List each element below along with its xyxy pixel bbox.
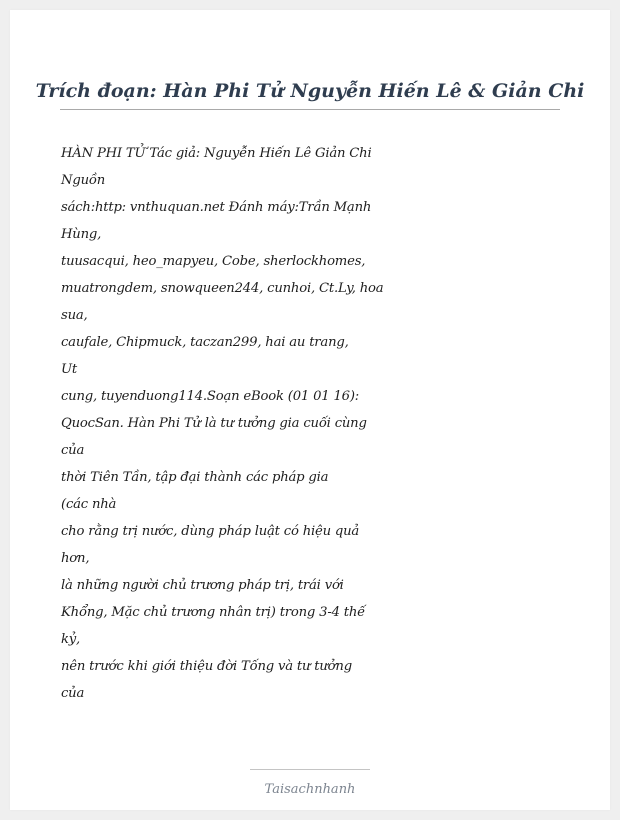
text-line: sách:http: vnthuquan.net Đánh máy:Trần Mạnh <box>61 200 372 215</box>
text-line: Hùng, <box>61 227 102 242</box>
text-line: nên trước khi giới thiệu đời Tống và tư tưởng <box>61 659 352 674</box>
text-line: caufale, Chipmuck, taczan299, hai au trang, <box>61 335 349 350</box>
text-line: QuocSan. Hàn Phi Tử là tư tưởng gia cuối cùng <box>61 416 367 431</box>
text-line: kỷ, <box>61 632 81 647</box>
page-title: Trích đoạn: Hàn Phi Tử Nguyễn Hiến Lê & Giản Chi <box>35 80 585 102</box>
text-line: của <box>61 443 85 458</box>
footer-site-name: Taisachnhanh <box>264 782 356 797</box>
excerpt-body <box>61 140 421 707</box>
text-line: cho rằng trị nước, dùng pháp luật có hiệu quả <box>61 524 360 539</box>
footer-divider <box>250 769 370 770</box>
text-line: Ut <box>61 362 78 377</box>
title-divider <box>60 109 560 110</box>
text-line: Nguồn <box>61 173 106 188</box>
text-line: muatrongdem, snowqueen244, cunhoi, Ct.Ly, hoa <box>61 281 384 296</box>
text-line: tuusacqui, heo_mapyeu, Cobe, sherlockhomes, <box>61 254 366 269</box>
text-line: hơn, <box>61 551 90 566</box>
text-line: thời Tiên Tần, tập đại thành các pháp gia <box>61 470 329 485</box>
text-line: sua, <box>61 308 88 323</box>
text-line: HÀN PHI TỬ Tác giả: Nguyễn Hiến Lê Giản Chi <box>61 146 372 161</box>
text-line: của <box>61 686 85 701</box>
text-line: là những người chủ trương pháp trị, trái với <box>61 578 344 593</box>
text-line: Khổng, Mặc chủ trương nhân trị) trong 3-4 thế <box>61 605 366 620</box>
text-line: (các nhà <box>61 497 117 512</box>
document-page <box>10 10 610 810</box>
text-line: cung, tuyenduong114.Soạn eBook (01 01 16): <box>61 389 360 404</box>
